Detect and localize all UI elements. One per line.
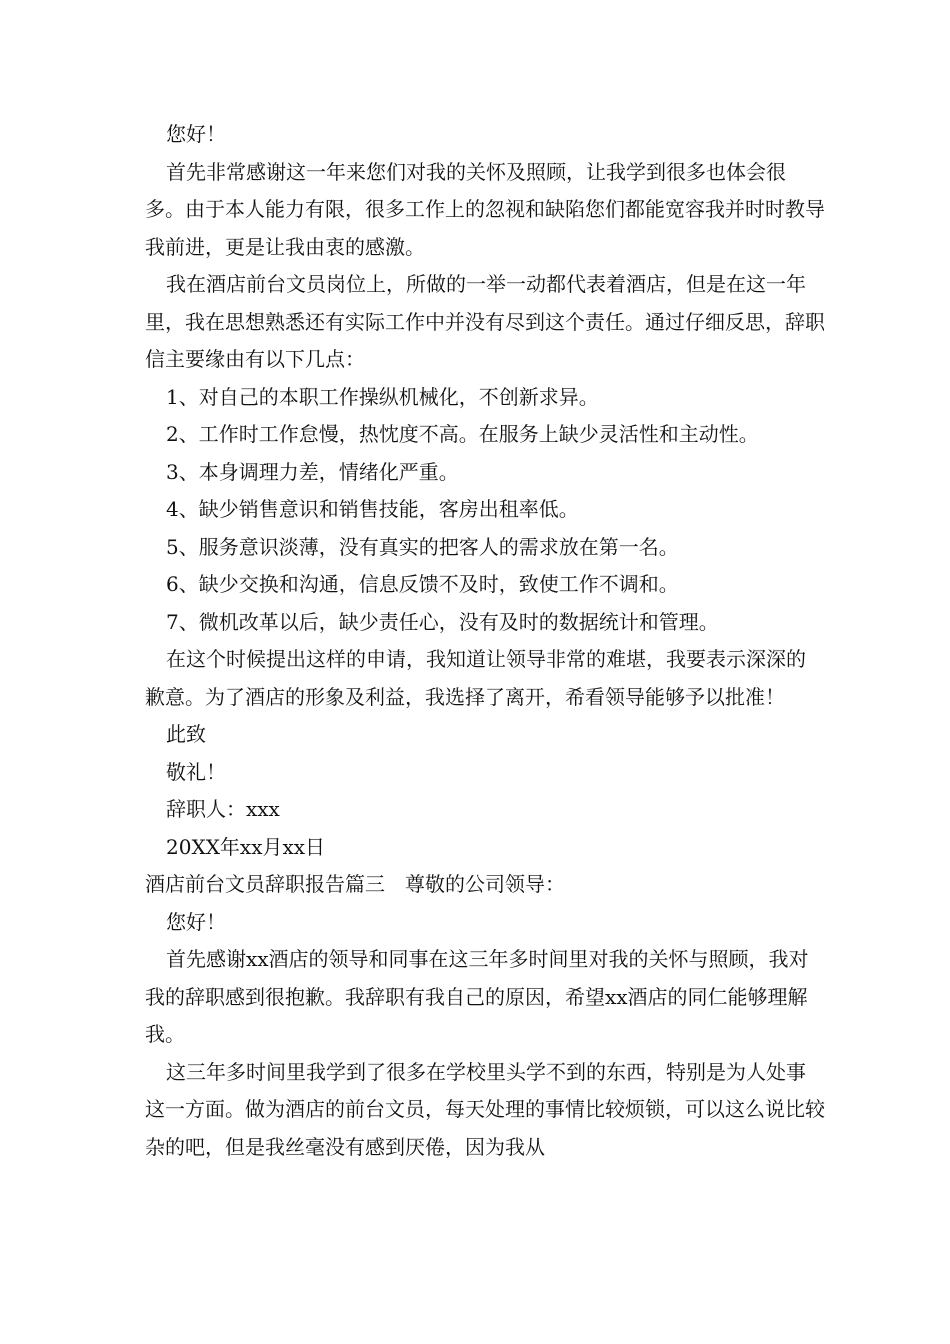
paragraph-thanks: 首先非常感谢这一年来您们对我的关怀及照顾，让我学到很多也体会很多。由于本人能力有限，很多工作上的忽视和缺陷您们都能宽容我并时时教导我前进，更是让我由衷的感激。 bbox=[145, 159, 825, 259]
list-item: 6、缺少交换和沟通，信息反馈不及时，致使工作不调和。 bbox=[166, 572, 679, 596]
paragraph-thanks-2: 首先感谢xx酒店的领导和同事在这三年多时间里对我的关怀与照顾，我对我的辞职感到很抱歉。我辞职有我自己的原因，希望xx酒店的同仁能够理解我。 bbox=[145, 947, 809, 1046]
closing-regards: 敬礼！ bbox=[166, 759, 226, 784]
document-body bbox=[145, 116, 825, 1166]
greeting: 您好！ bbox=[166, 122, 226, 146]
list-item: 2、工作时工作怠慢，热忱度不高。在服务上缺少灵活性和主动性。 bbox=[166, 422, 759, 446]
paragraph-experience: 这三年多时间里我学到了很多在学校里头学不到的东西，特别是为人处事这一方面。做为酒店的前台文员，每天处理的事情比较烦锁，可以这么说比较杂的吧，但是我丝毫没有感到厌倦，因为我从 bbox=[145, 1059, 825, 1159]
closing-salutation: 此致 bbox=[166, 722, 206, 746]
list-item: 4、缺少销售意识和销售技能，客房出租率低。 bbox=[166, 497, 579, 521]
greeting: 您好！ bbox=[166, 909, 226, 934]
date-line: 20XX年xx月xx日 bbox=[166, 834, 326, 859]
list-item: 3、本身调理力差，情绪化严重。 bbox=[166, 459, 459, 484]
list-item: 5、服务意识淡薄，没有真实的把客人的需求放在第一名。 bbox=[166, 534, 679, 559]
list-item: 7、微机改革以后，缺少责任心，没有及时的数据统计和管理。 bbox=[166, 609, 719, 634]
paragraph-apology: 在这个时候提出这样的申请，我知道让领导非常的难堪，我要表示深深的歉意。为了酒店的形象及利益，我选择了离开，希看领导能够予以批准！ bbox=[145, 647, 806, 709]
section-heading: 酒店前台文员辞职报告篇三 尊敬的公司领导： bbox=[145, 872, 565, 896]
paragraph-position: 我在酒店前台文员岗位上，所做的一举一动都代表着酒店，但是在这一年里，我在思想熟悉还有实际工作中并没有尽到这个责任。通过仔细反思，辞职信主要缘由有以下几点： bbox=[145, 272, 825, 371]
signature-line: 辞职人：xxx bbox=[166, 797, 280, 821]
list-item: 1、对自己的本职工作操纵机械化，不创新求异。 bbox=[166, 384, 599, 409]
